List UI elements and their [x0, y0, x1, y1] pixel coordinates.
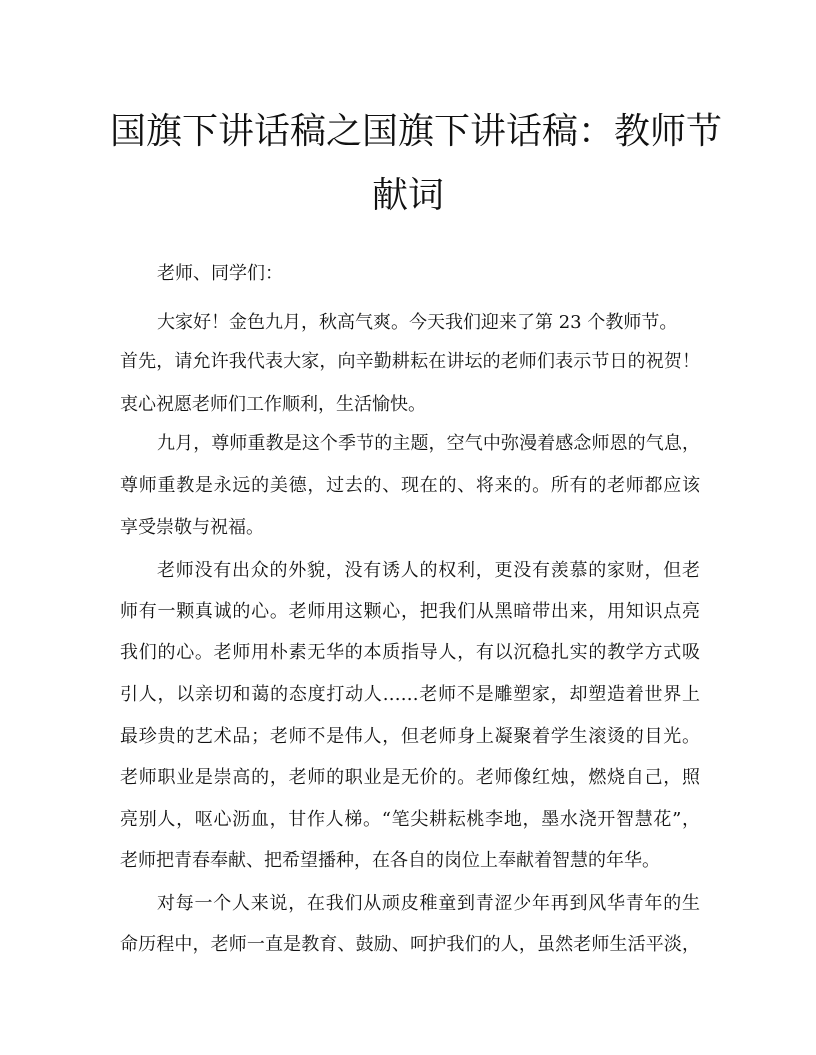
paragraph-line: 衷心祝愿老师们工作顺利，生活愉快。 — [120, 394, 426, 415]
paragraph-line: 老师把青春奉献、把希望播种，在各自的岗位上奉献着智慧的年华。 — [120, 850, 660, 871]
paragraph-line: 最珍贵的艺术品；老师不是伟人，但老师身上凝聚着学生滚烫的目光。 — [120, 726, 700, 747]
paragraph-line: 尊师重教是永远的美德，过去的、现在的、将来的。所有的老师都应该 — [120, 475, 700, 496]
paragraph-line: 首先，请允许我代表大家，向辛勤耕耘在讲坛的老师们表示节日的祝贺！ — [120, 351, 700, 372]
paragraph-line: 引人，以亲切和蔼的态度打动人……老师不是雕塑家，却塑造着世界上 — [120, 684, 700, 705]
paragraph-line: 九月，尊师重教是这个季节的主题，空气中弥漫着感念师恩的气息， — [157, 433, 700, 454]
salutation: 老师、同学们： — [157, 263, 283, 284]
paragraph-line: 大家好！金色九月，秋高气爽。今天我们迎来了第 23 个教师节。 — [157, 312, 678, 333]
paragraph-line: 师有一颗真诚的心。老师用这颗心，把我们从黑暗带出来，用知识点亮 — [120, 601, 700, 622]
paragraph-line: 享受崇敬与祝福。 — [120, 517, 264, 538]
paragraph-line: 亮别人，呕心沥血，甘作人梯。“笔尖耕耘桃李地，墨水浇开智慧花”， — [120, 809, 700, 830]
paragraph-line: 老师没有出众的外貌，没有诱人的权利，更没有羡慕的家财，但老 — [157, 560, 700, 581]
document-title-line-1: 国旗下讲话稿之国旗下讲话稿：教师节 — [110, 111, 723, 152]
paragraph-line: 我们的心。老师用朴素无华的本质指导人，有以沉稳扎实的教学方式吸 — [120, 642, 700, 663]
paragraph-line: 对每一个人来说，在我们从顽皮稚童到青涩少年再到风华青年的生 — [157, 893, 700, 914]
paragraph-line: 老师职业是崇高的，老师的职业是无价的。老师像红烛，燃烧自己，照 — [120, 767, 700, 788]
document-title-line-2: 献词 — [371, 175, 444, 216]
paragraph-line: 命历程中，老师一直是教育、鼓励、呵护我们的人，虽然老师生活平淡， — [120, 934, 700, 955]
